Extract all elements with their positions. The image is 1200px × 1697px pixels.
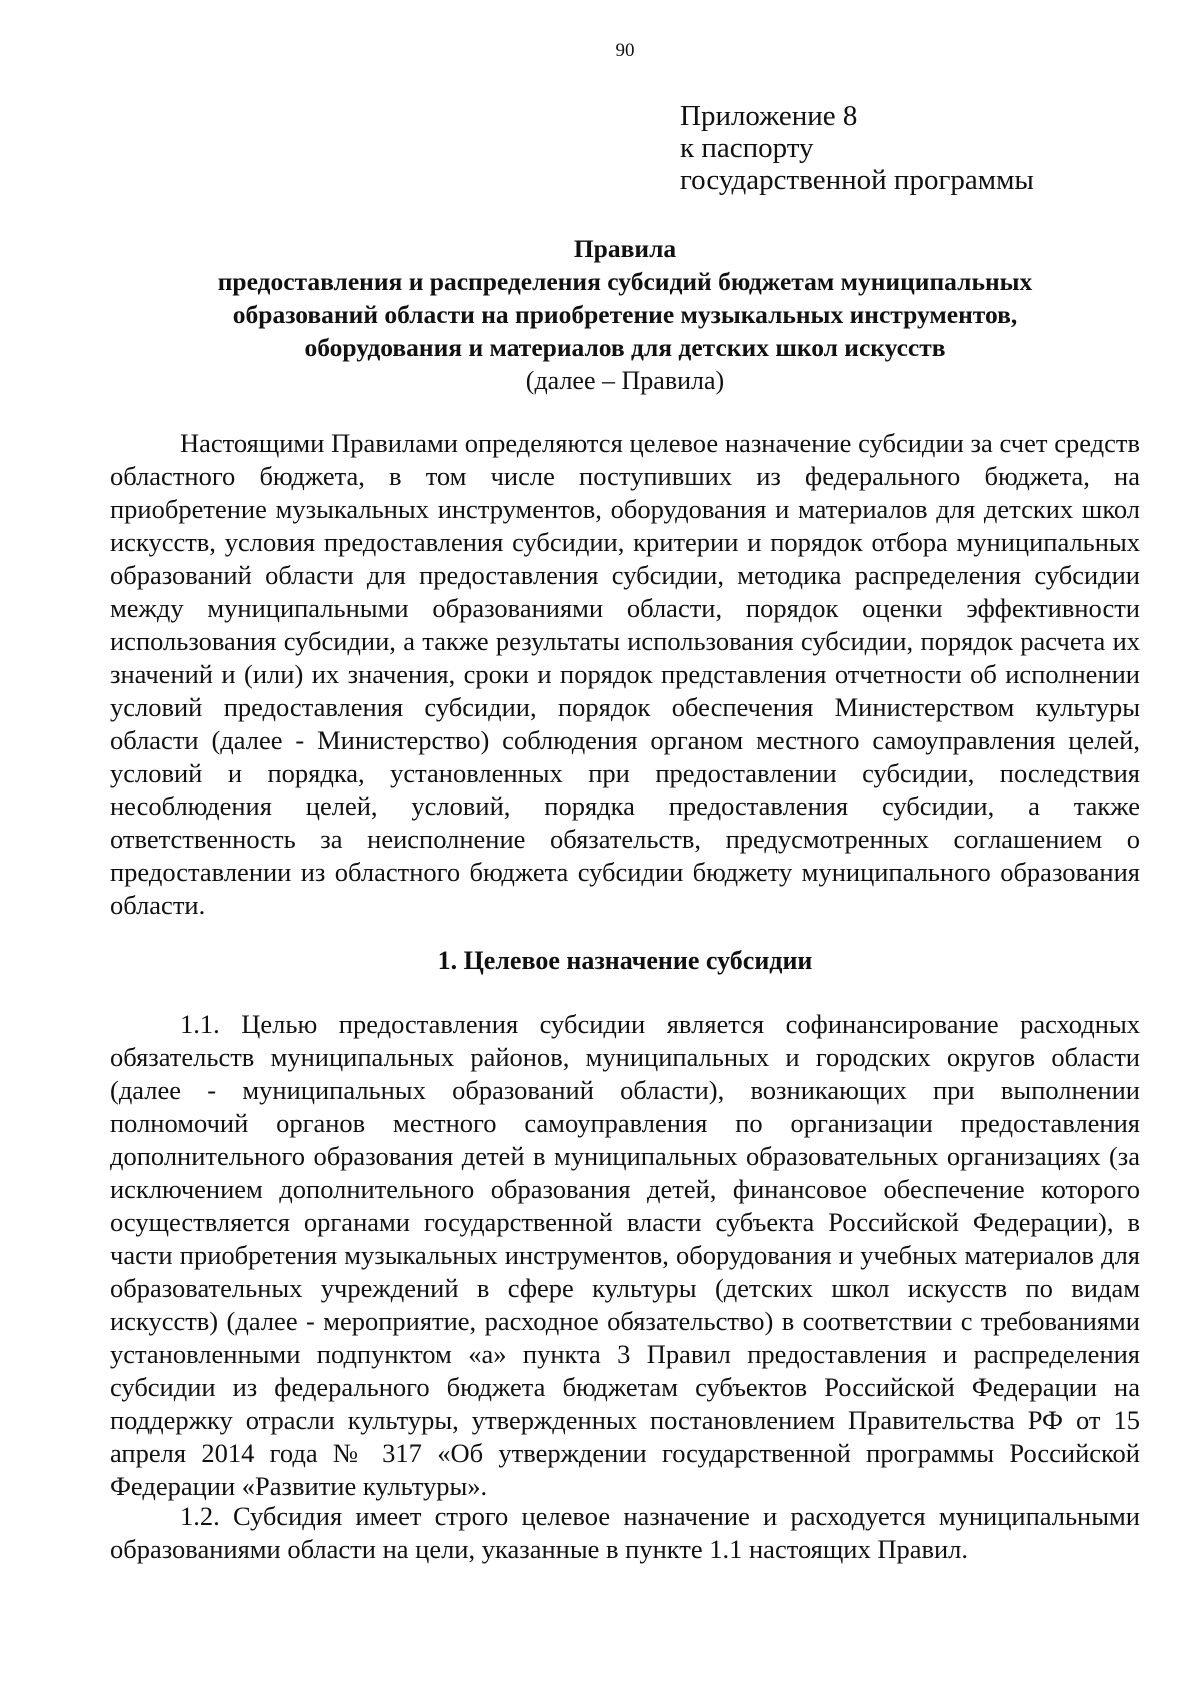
title-note: (далее – Правила) xyxy=(525,366,725,395)
title-line-3: оборудования и материалов для детских школ искусств xyxy=(304,333,946,362)
section-1-heading: 1. Целевое назначение субсидии xyxy=(437,946,813,975)
appendix-line-1: Приложение 8 xyxy=(680,100,858,132)
intro-paragraph: Настоящими Правилами определяются целевое назначение субсидии за счет средств областного бюджета, в том числе поступивших из федерального бюджета, на приобретение музыкальных инструментов, оборудования и материалов для детских школ искусств, условия предоставления субсидии, критерии и порядок отбора муниципальных образований области для предоставления субсидии, методика распределения субсидии между муниципальными образованиями области, порядок оценки эффективности использования субсидии, а также результаты использования субсидии, порядок расчета их значений и (или) их значения, сроки и порядок представления отчетности об исполнении условий предоставления субсидии, порядок обеспечения Министерством культуры области (далее - Министерство) соблюдения органом местного самоуправления целей, условий и порядка, установленных при предоставлении субсидии, последствия несоблюдения целей, условий, порядка предоставления субсидии, а также ответственность за неисполнение обязательств, предусмотренных соглашением о предоставлении из областного бюджета субсидии бюджету муниципального образования области. xyxy=(110,428,1140,920)
paragraph-1-2: 1.2. Субсидия имеет строго целевое назначение и расходуется муниципальными образованиями области на цели, указанные в пункте 1.1 настоящих Правил. xyxy=(110,1501,1140,1564)
title-line-1: предоставления и распределения субсидий бюджетам муниципальных xyxy=(217,267,1033,296)
title-heading: Правила xyxy=(573,234,677,263)
appendix-line-2: к паспорту xyxy=(680,132,814,164)
appendix-reference xyxy=(680,100,1034,196)
paragraph-1-1: 1.1. Целью предоставления субсидии является софинансирование расходных обязательств муниципальных районов, муниципальных и городских округов области (далее - муниципальных образований области), возникающих при выполнении полномочий органов местного самоуправления по организации предоставления дополнительного образования детей в муниципальных образовательных организациях (за исключением дополнительного образования детей, финансовое обеспечение которого осуществляется органами государственной власти субъекта Российской Федерации), в части приобретения музыкальных инструментов, оборудования и учебных материалов для образовательных учреждений в сфере культуры (детских школ искусств по видам искусств) (далее - мероприятие, расходное обязательство) в соответствии с требованиями установленными подпунктом «а» пункта 3 Правил предоставления и распределения субсидии из федерального бюджета бюджетам субъектов Российской Федерации на поддержку отрасли культуры, утвержденных постановлением Правительства РФ от 15 апреля 2014 года № 317 «Об утверждении государственной программы Российской Федерации «Развитие культуры». xyxy=(110,1009,1140,1501)
document-title xyxy=(110,232,1140,397)
appendix-line-3: государственной программы xyxy=(680,164,1034,196)
title-line-2: образований области на приобретение музыкальных инструментов, xyxy=(232,300,1018,329)
page-number: 90 xyxy=(615,40,635,61)
